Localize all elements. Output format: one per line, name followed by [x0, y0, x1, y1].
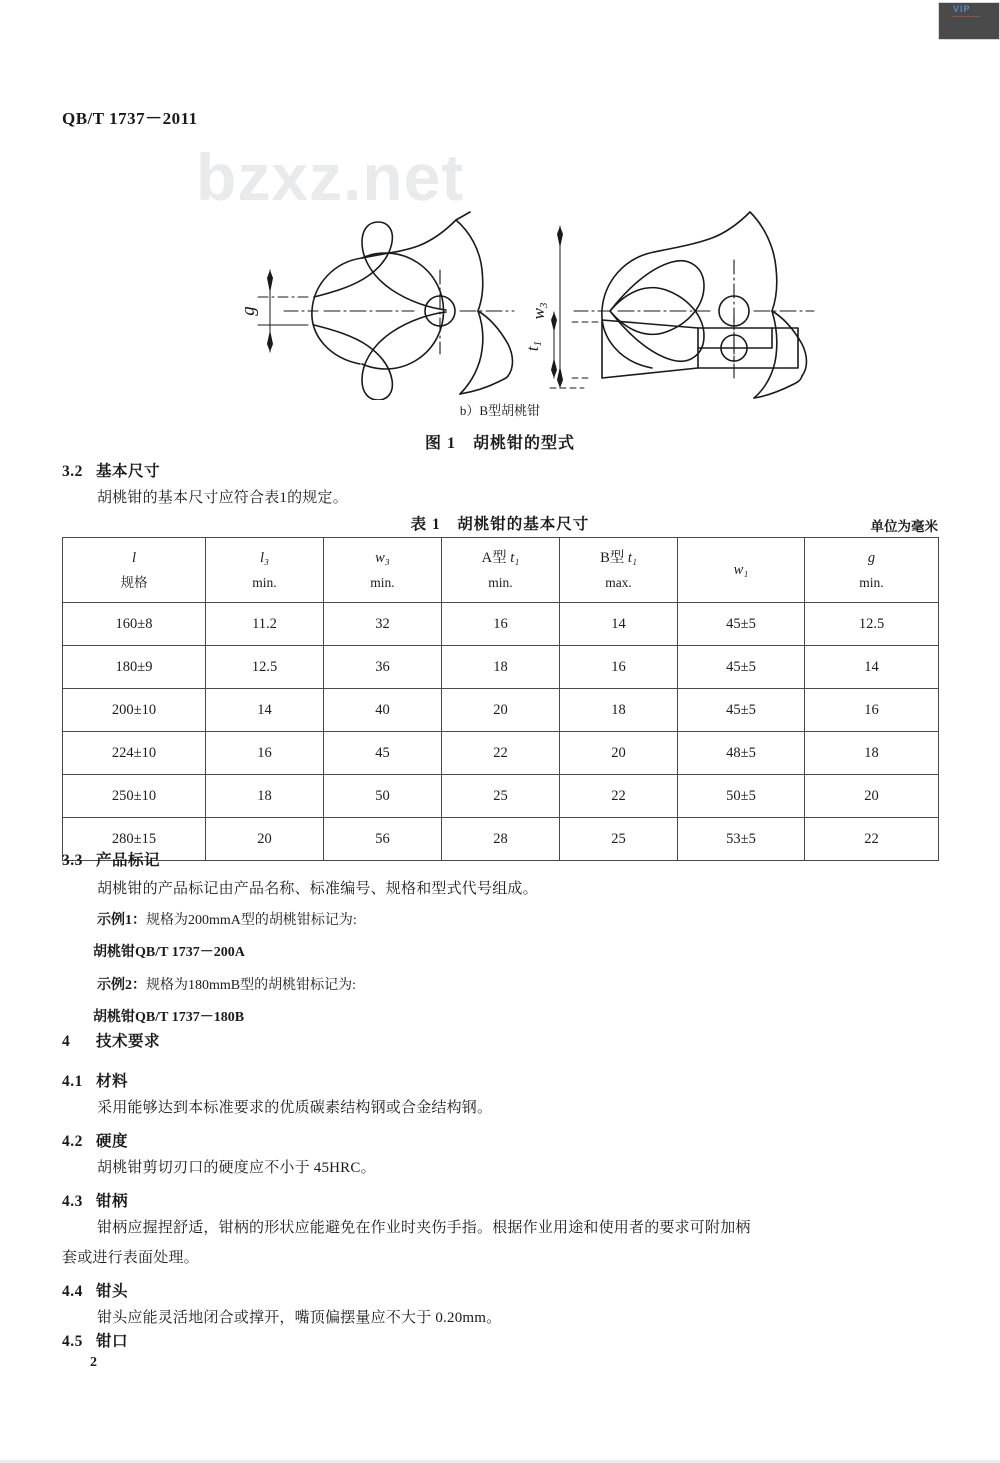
bottom-profile-view: [551, 312, 798, 382]
clause-4-4-title: 钳头: [96, 1283, 129, 1300]
table-col-l3: [206, 538, 324, 603]
clause-4-5-number: 4.5: [62, 1333, 83, 1350]
cell: 11.2: [206, 603, 324, 646]
table-basic-dimensions: [62, 537, 939, 861]
clause-4-1-body: 采用能够达到本标准要求的优质碳素结构钢或合金结构钢。: [97, 1100, 493, 1116]
cell: 50: [324, 775, 442, 818]
col-qualifier: min.: [370, 574, 395, 590]
cell: 20: [805, 775, 939, 818]
cell: 20: [442, 689, 560, 732]
col-symbol: w₁: [733, 561, 749, 578]
clause-4-1-heading: [62, 1069, 128, 1091]
cell: 250±10: [63, 775, 206, 818]
col-qualifier: min.: [488, 574, 513, 590]
cell: 56: [324, 818, 442, 861]
table-row: [63, 603, 939, 646]
clause-4-2-number: 4.2: [62, 1133, 83, 1150]
table-row: [63, 818, 939, 861]
page-number: 2: [90, 1355, 97, 1370]
cell: 18: [206, 775, 324, 818]
table-row: [63, 732, 939, 775]
clause-4-number: 4: [62, 1033, 71, 1050]
figure-svg: [62, 150, 938, 400]
table-col-w1: [678, 538, 805, 603]
cell: 14: [805, 646, 939, 689]
cell: 16: [442, 603, 560, 646]
table-col-type-b-t1: B型 t₁ max.: [560, 538, 678, 603]
vip-badge-label: VIP: [953, 4, 971, 14]
clause-3-3-body: 胡桃钳的产品标记由产品名称、标准编号、规格和型式代号组成。: [97, 881, 538, 897]
clause-4-4-heading: [62, 1279, 128, 1301]
col-symbol: l: [131, 549, 137, 566]
clause-4-4-body: 钳头应能灵活地闭合或撑开，嘴顶偏摆量应不大于 0.20mm。: [97, 1310, 502, 1326]
table-header-row: [63, 538, 939, 603]
dimension-label-g: g: [238, 306, 259, 316]
col-symbol: t₁: [510, 549, 520, 566]
example-1-mark: 胡桃钳QB/T 1737－200A: [93, 945, 245, 960]
cell: 45±5: [678, 603, 805, 646]
cell: 200±10: [63, 689, 206, 732]
cell: 160±8: [63, 603, 206, 646]
table-row: [63, 646, 939, 689]
table-1-title: 表 1 胡桃钳的基本尺寸: [410, 516, 590, 533]
cell: 16: [805, 689, 939, 732]
cell: 53±5: [678, 818, 805, 861]
cell: 45±5: [678, 689, 805, 732]
clause-3-3-number: 3.3: [62, 852, 83, 869]
vip-badge-rule: [952, 16, 980, 17]
cell: 25: [560, 818, 678, 861]
cell: 45: [324, 732, 442, 775]
table-col-g: [805, 538, 939, 603]
dimension-label-w3: w3: [529, 302, 550, 320]
cell: 25: [442, 775, 560, 818]
cell: 32: [324, 603, 442, 646]
cell: 20: [206, 818, 324, 861]
table-col-w3: [324, 538, 442, 603]
dimension-label-t1: t1: [523, 340, 544, 352]
cell: 40: [324, 689, 442, 732]
example-1-line: [97, 909, 357, 929]
clause-4-2-heading: [62, 1129, 128, 1151]
cell: 280±15: [63, 818, 206, 861]
cell: 14: [560, 603, 678, 646]
clause-4-2-body: 胡桃钳剪切刃口的硬度应不小于 45HRC。: [97, 1160, 376, 1176]
col-symbol: w₃: [375, 549, 390, 566]
example-2-line: [97, 974, 356, 994]
cell: 50±5: [678, 775, 805, 818]
clause-4-5-title: 钳口: [96, 1333, 129, 1350]
col-qualifier: min.: [252, 574, 277, 590]
cell: 18: [560, 689, 678, 732]
col-qualifier: max.: [605, 574, 632, 590]
clause-4-title: 技术要求: [96, 1033, 161, 1050]
cell: 22: [805, 818, 939, 861]
cell: 14: [206, 689, 324, 732]
clause-4-3-heading: [62, 1189, 128, 1211]
example-2-label: 示例2：: [97, 978, 146, 993]
cell: 180±9: [63, 646, 206, 689]
standard-number-header: QB/T 1737－2011: [62, 109, 198, 128]
col-symbol: t₁: [627, 549, 637, 566]
cell: 16: [560, 646, 678, 689]
table-row: [63, 689, 939, 732]
clause-4-3-body-line-2: 套或进行表面处理。: [62, 1250, 199, 1266]
table-1-unit-note: 单位为毫米: [870, 519, 938, 534]
example-2-text: 规格为180mmB型的胡桃钳标记为:: [146, 978, 357, 993]
clause-4-5-heading: [62, 1329, 128, 1351]
col-qualifier: 规格: [120, 574, 148, 590]
clause-3-2-heading: [62, 459, 160, 481]
table-row: [63, 775, 939, 818]
cell: 18: [442, 646, 560, 689]
clause-4-2-title: 硬度: [96, 1133, 129, 1150]
cell: 22: [442, 732, 560, 775]
clause-4-heading: [62, 1029, 160, 1051]
left-jaw-view: [258, 212, 514, 400]
table-col-type-a-t1: A型 t₁ min.: [442, 538, 560, 603]
cell: 22: [560, 775, 678, 818]
cell: 28: [442, 818, 560, 861]
cell: 16: [206, 732, 324, 775]
cell: 45±5: [678, 646, 805, 689]
clause-3-3-heading: [62, 848, 160, 870]
example-1-text: 规格为200mmA型的胡桃钳标记为:: [146, 913, 357, 928]
clause-4-4-number: 4.4: [62, 1283, 83, 1300]
clause-4-3-title: 钳柄: [96, 1193, 129, 1210]
cell: 12.5: [805, 603, 939, 646]
col-symbol: g: [867, 549, 876, 566]
cell: 20: [560, 732, 678, 775]
table-col-l: [63, 538, 206, 603]
vip-badge[interactable]: [938, 2, 1000, 40]
cell: 36: [324, 646, 442, 689]
clause-3-2-number: 3.2: [62, 463, 83, 480]
cell: 224±10: [63, 732, 206, 775]
cell: 12.5: [206, 646, 324, 689]
clause-3-3-title: 产品标记: [96, 852, 161, 869]
figure-caption: 图 1 胡桃钳的型式: [424, 435, 575, 452]
cell: 18: [805, 732, 939, 775]
clause-3-2-body: 胡桃钳的基本尺寸应符合表1的规定。: [97, 490, 348, 506]
figure-sub-caption: b）B型胡桃钳: [459, 403, 541, 418]
clause-4-3-body-line-1: 钳柄应握捏舒适，钳柄的形状应能避免在作业时夹伤手指。根据作业用途和使用者的要求可附加柄: [97, 1220, 751, 1236]
cell: 48±5: [678, 732, 805, 775]
clause-4-3-number: 4.3: [62, 1193, 83, 1210]
col-symbol: l₃: [259, 549, 270, 566]
example-2-mark: 胡桃钳QB/T 1737－180B: [93, 1010, 245, 1025]
col-qualifier: min.: [859, 574, 884, 590]
clause-3-2-title: 基本尺寸: [96, 463, 161, 480]
clause-4-1-number: 4.1: [62, 1073, 83, 1090]
clause-4-1-title: 材料: [96, 1073, 129, 1090]
figure-nutcracker-type-b: [62, 150, 938, 400]
example-1-label: 示例1：: [97, 913, 146, 928]
site-watermark: bzxz.net: [196, 140, 465, 214]
